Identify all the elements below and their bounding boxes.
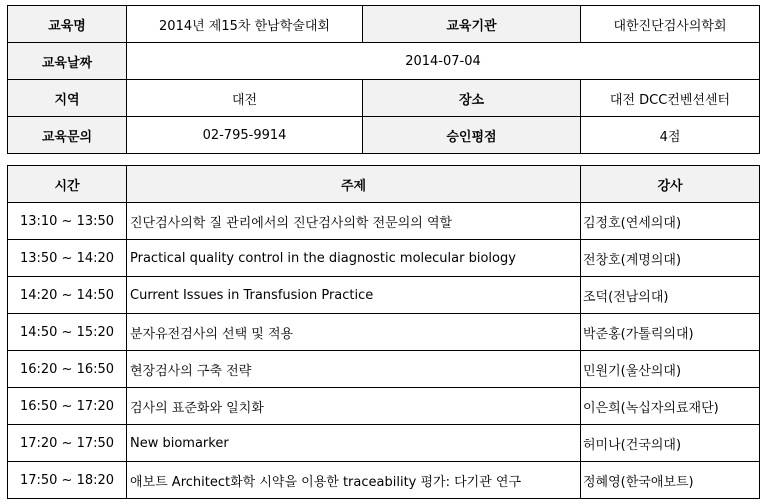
organization-label: 교육기관 bbox=[363, 6, 581, 43]
schedule-table bbox=[7, 165, 760, 499]
session-speaker: 조덕(전남의대) bbox=[581, 277, 760, 314]
session-speaker: 전창호(계명의대) bbox=[581, 240, 760, 277]
contact-value: 02-795-9914 bbox=[127, 117, 363, 154]
credit-label: 승인평점 bbox=[363, 117, 581, 154]
venue-value: 대전 DCC컨벤션센터 bbox=[581, 80, 760, 117]
contact-label: 교육문의 bbox=[8, 117, 127, 154]
speaker-column-header: 강사 bbox=[581, 166, 760, 203]
table-row bbox=[8, 203, 760, 240]
session-time: 16:20 ~ 16:50 bbox=[8, 351, 127, 388]
course-date-label: 교육날짜 bbox=[8, 43, 127, 80]
table-row bbox=[8, 388, 760, 425]
session-speaker: 정혜영(한국애보트) bbox=[581, 462, 760, 499]
info-row-contact bbox=[8, 117, 760, 154]
info-row-date bbox=[8, 43, 760, 80]
region-value: 대전 bbox=[127, 80, 363, 117]
table-row bbox=[8, 240, 760, 277]
session-topic: 진단검사의학 질 관리에서의 진단검사의학 전문의의 역할 bbox=[127, 203, 581, 240]
session-speaker: 민원기(울산의대) bbox=[581, 351, 760, 388]
course-info-table bbox=[7, 5, 760, 154]
organization-value: 대한진단검사의학회 bbox=[581, 6, 760, 43]
time-column-header: 시간 bbox=[8, 166, 127, 203]
session-speaker: 이은희(녹십자의료재단) bbox=[581, 388, 760, 425]
session-speaker: 허미나(건국의대) bbox=[581, 425, 760, 462]
course-name-value: 2014년 제15차 한남학술대회 bbox=[127, 6, 363, 43]
session-time: 13:50 ~ 14:20 bbox=[8, 240, 127, 277]
session-time: 17:20 ~ 17:50 bbox=[8, 425, 127, 462]
table-row bbox=[8, 462, 760, 499]
venue-label: 장소 bbox=[363, 80, 581, 117]
table-row bbox=[8, 425, 760, 462]
session-topic: Current Issues in Transfusion Practice bbox=[127, 277, 581, 314]
course-name-label: 교육명 bbox=[8, 6, 127, 43]
session-time: 13:10 ~ 13:50 bbox=[8, 203, 127, 240]
table-row bbox=[8, 277, 760, 314]
info-row-region bbox=[8, 80, 760, 117]
schedule-header-row bbox=[8, 166, 760, 203]
session-speaker: 박준홍(가톨릭의대) bbox=[581, 314, 760, 351]
session-speaker: 김정호(연세의대) bbox=[581, 203, 760, 240]
credit-value: 4점 bbox=[581, 117, 760, 154]
session-time: 16:50 ~ 17:20 bbox=[8, 388, 127, 425]
session-topic: Practical quality control in the diagnostic molecular biology bbox=[127, 240, 581, 277]
region-label: 지역 bbox=[8, 80, 127, 117]
info-row-name bbox=[8, 6, 760, 43]
session-topic: 검사의 표준화와 일치화 bbox=[127, 388, 581, 425]
session-topic: 분자유전검사의 선택 및 적용 bbox=[127, 314, 581, 351]
session-topic: 애보트 Architect화학 시약을 이용한 traceability 평가: 다기관 연구 bbox=[127, 462, 581, 499]
session-time: 14:20 ~ 14:50 bbox=[8, 277, 127, 314]
session-time: 17:50 ~ 18:20 bbox=[8, 462, 127, 499]
course-date-value: 2014-07-04 bbox=[127, 43, 760, 80]
topic-column-header: 주제 bbox=[127, 166, 581, 203]
session-topic: New biomarker bbox=[127, 425, 581, 462]
session-topic: 현장검사의 구축 전략 bbox=[127, 351, 581, 388]
session-time: 14:50 ~ 15:20 bbox=[8, 314, 127, 351]
table-row bbox=[8, 314, 760, 351]
table-row bbox=[8, 351, 760, 388]
